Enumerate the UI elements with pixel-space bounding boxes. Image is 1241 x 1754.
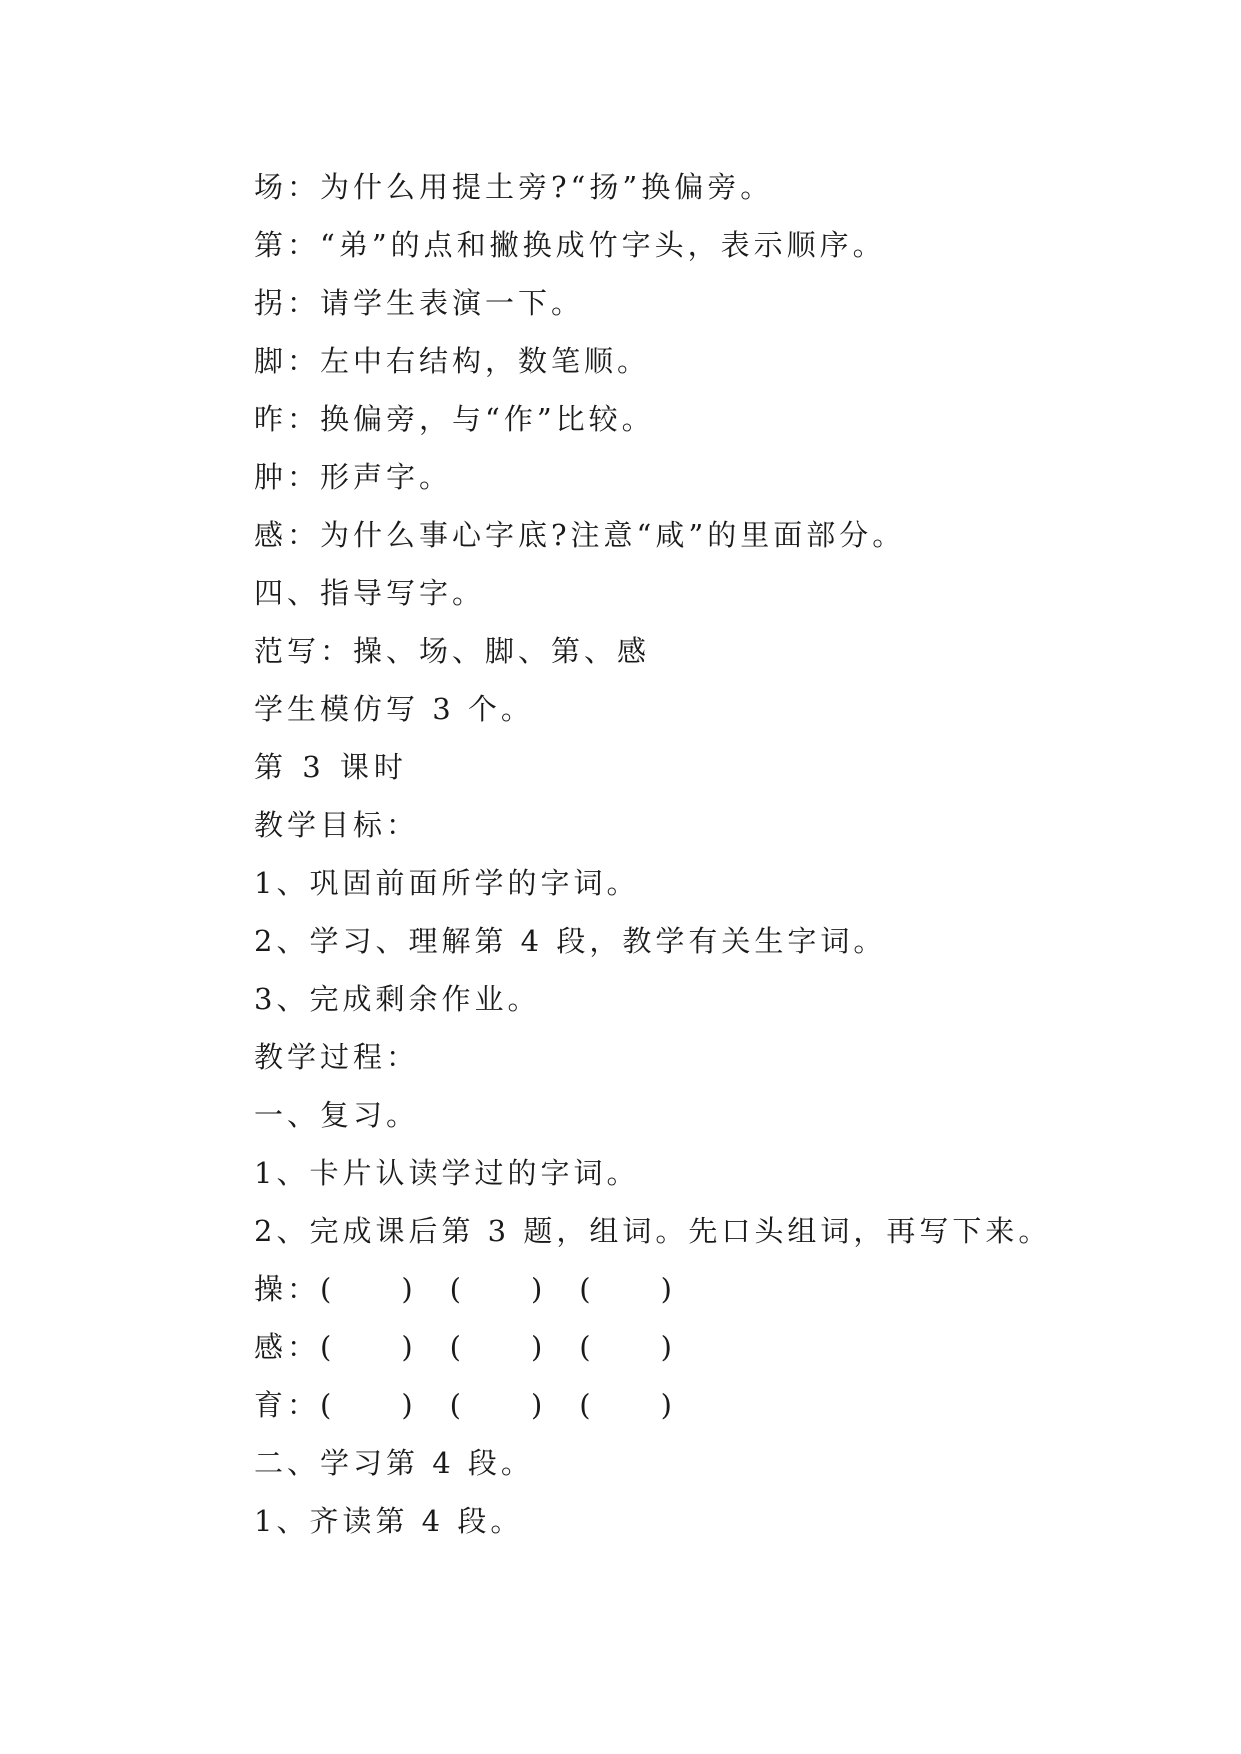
list-item: 1、齐读第 4 段。 <box>254 1504 524 1538</box>
list-item: 1、巩固前面所学的字词。 <box>254 866 640 900</box>
word-blank-line: 育：( ) ( ) ( ) <box>254 1388 676 1422</box>
section-heading: 一、复习。 <box>254 1098 420 1132</box>
section-heading: 教学过程： <box>254 1040 420 1074</box>
text-line: 范写：操、场、脚、第、感 <box>254 634 651 668</box>
word-blank-line: 感：( ) ( ) ( ) <box>254 1330 676 1364</box>
text-line: 学生模仿写 3 个。 <box>254 692 534 726</box>
section-heading: 四、指导写字。 <box>254 576 486 610</box>
list-item: 2、完成课后第 3 题，组词。先口头组词，再写下来。 <box>254 1214 1052 1248</box>
text-line: 场：为什么用提土旁?“扬”换偏旁。 <box>254 170 774 204</box>
list-item: 2、学习、理解第 4 段，教学有关生字词。 <box>254 924 887 958</box>
list-item: 1、卡片认读学过的字词。 <box>254 1156 640 1190</box>
text-line: 第：“弟”的点和撇换成竹字头，表示顺序。 <box>254 228 886 262</box>
list-item: 3、完成剩余作业。 <box>254 982 541 1016</box>
text-line: 脚：左中右结构，数笔顺。 <box>254 344 651 378</box>
text-line: 昨：换偏旁，与“作”比较。 <box>254 402 655 436</box>
text-line: 感：为什么事心字底?注意“咸”的里面部分。 <box>254 518 906 552</box>
section-heading: 二、学习第 4 段。 <box>254 1446 534 1480</box>
text-line: 拐：请学生表演一下。 <box>254 286 585 320</box>
word-blank-line: 操：( ) ( ) ( ) <box>254 1272 676 1306</box>
lesson-heading: 第 3 课时 <box>254 750 408 784</box>
section-heading: 教学目标： <box>254 808 420 842</box>
document-body <box>254 158 1154 1550</box>
text-line: 肿：形声字。 <box>254 460 453 494</box>
